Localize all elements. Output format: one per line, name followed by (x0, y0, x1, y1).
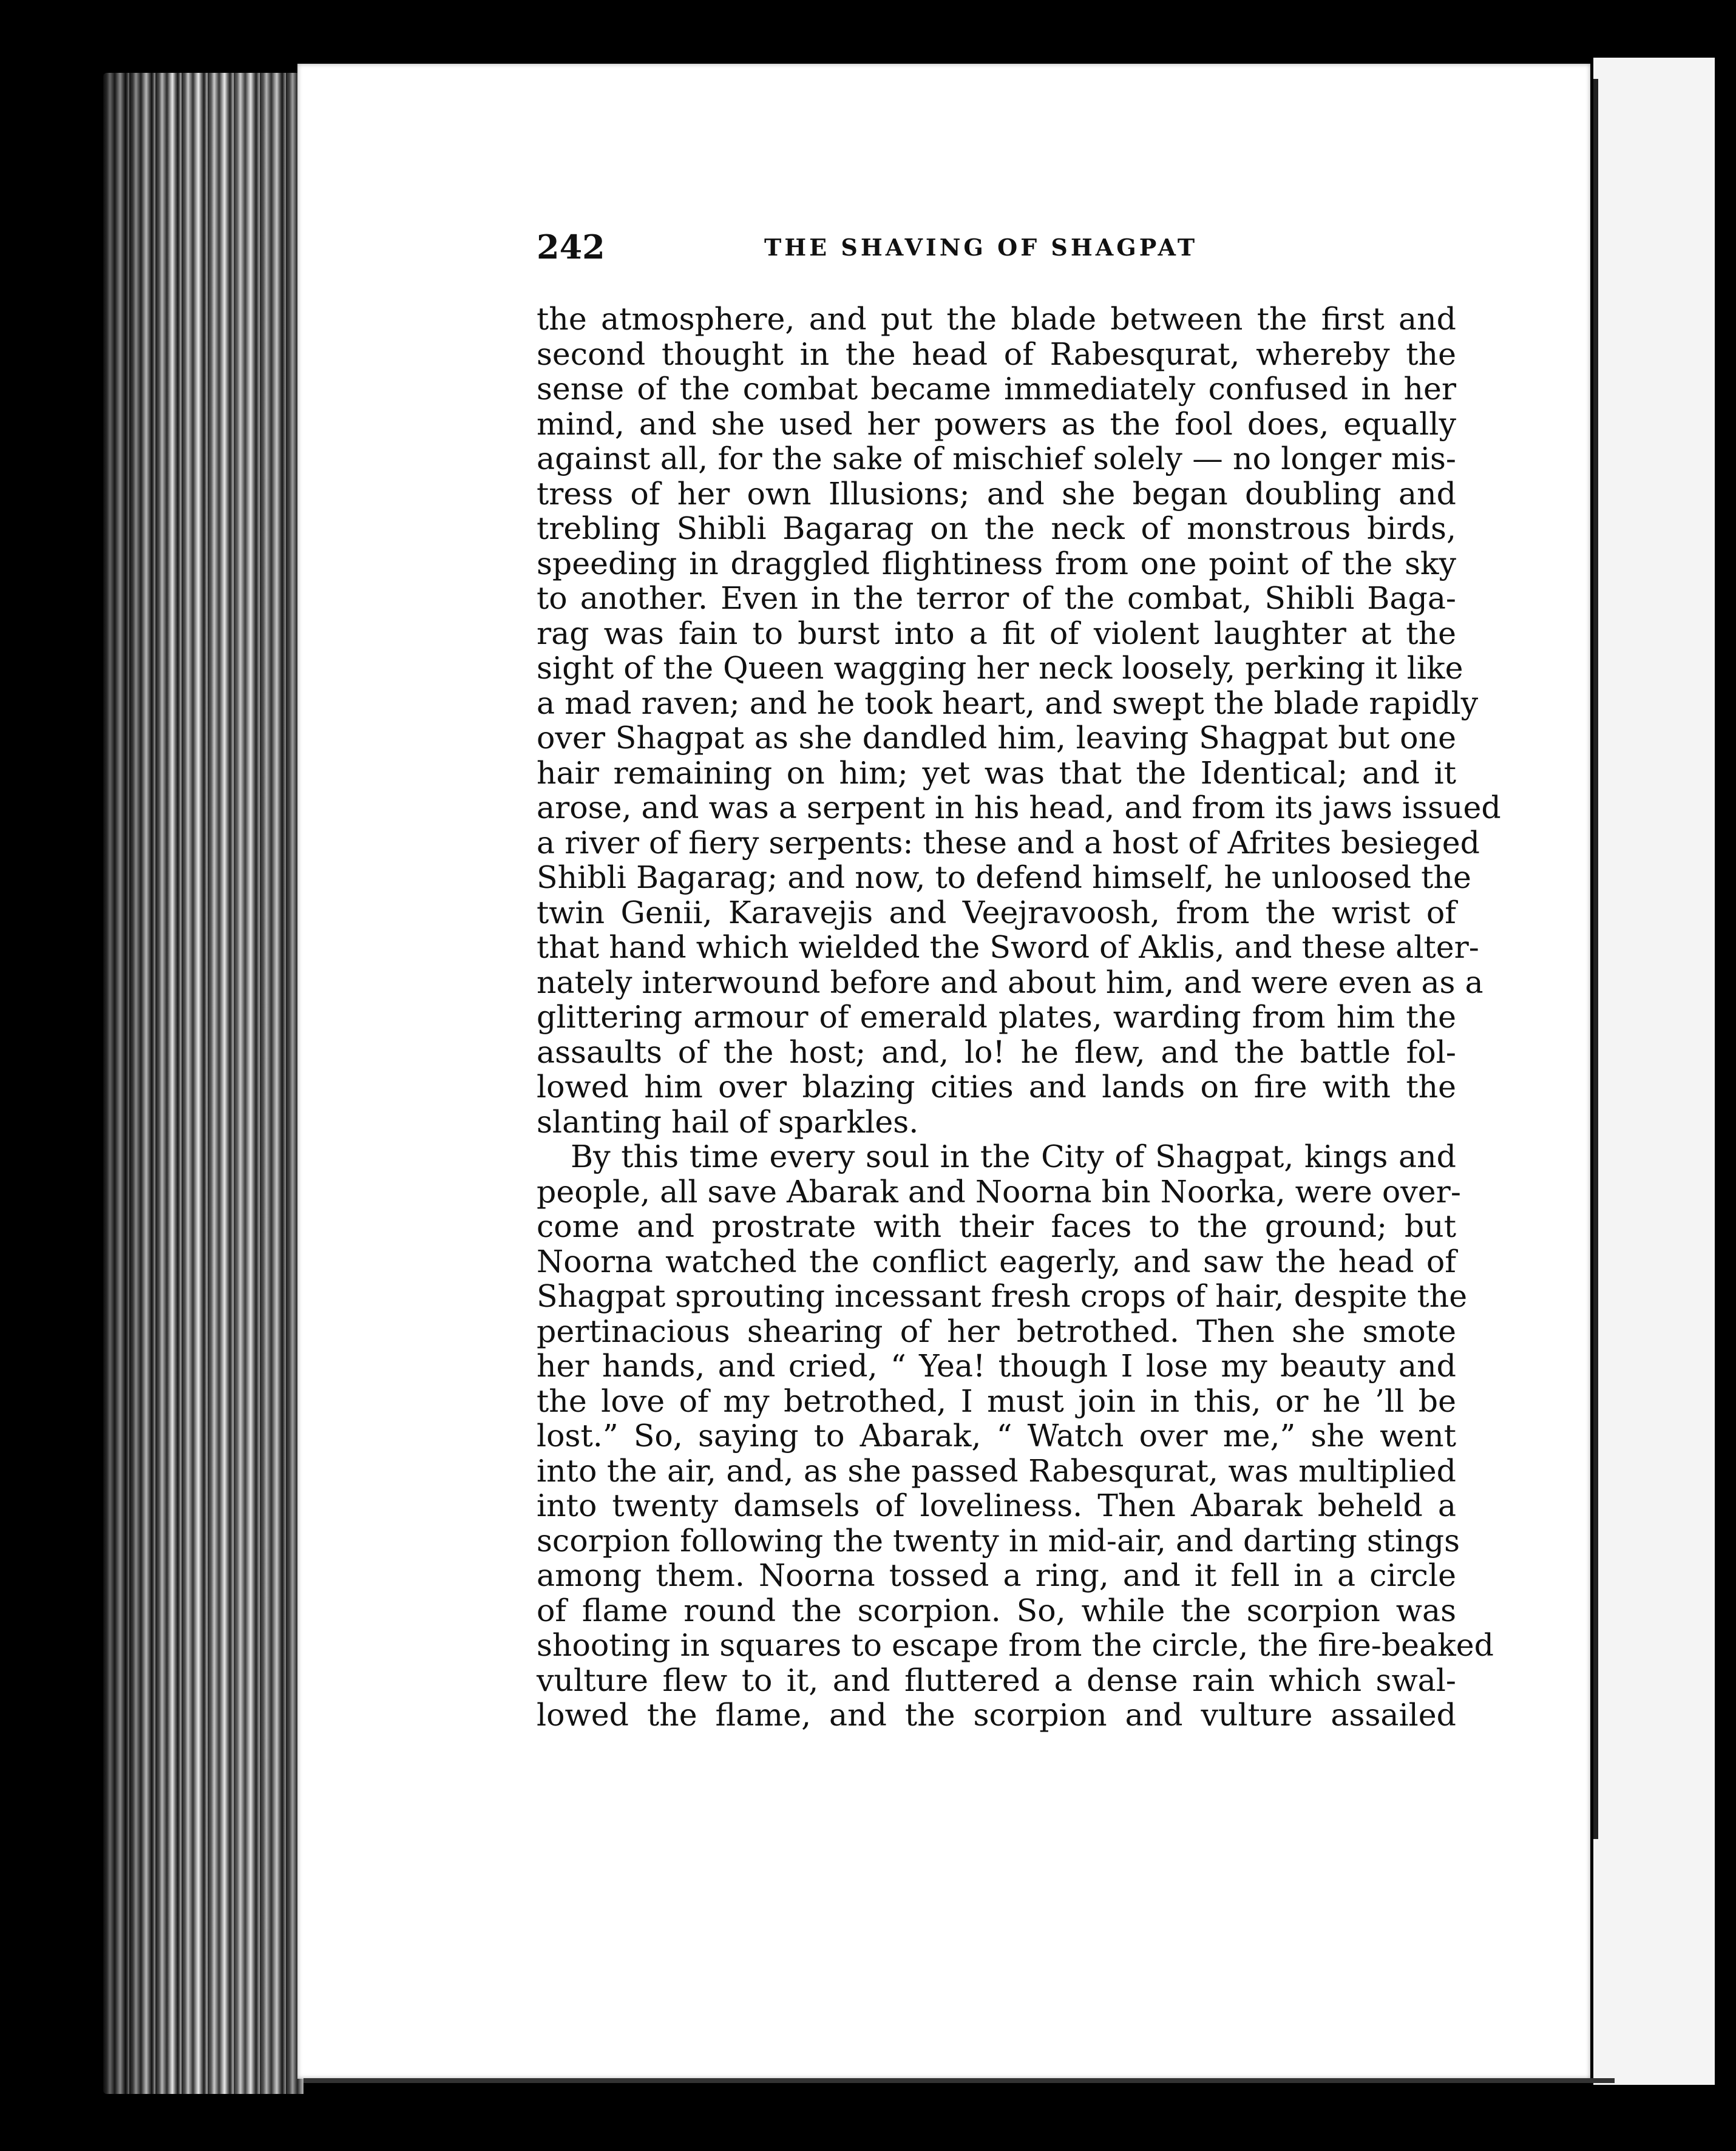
text-line: into twenty damsels of loveliness. Then Abarak beheld a (537, 1488, 1456, 1523)
text-line: assaults of the host; and, lo! he flew, and the battle fol- (537, 1034, 1456, 1070)
text-line: a river of fiery serpents: these and a host of Afrites besieged (537, 824, 1480, 861)
text-line: among them. Noorna tossed a ring, and it fell in a circle (537, 1557, 1456, 1593)
text-line: second thought in the head of Rabesqurat, whereby the (537, 336, 1456, 372)
text-line: scorpion following the twenty in mid-air, and darting stings (537, 1522, 1460, 1559)
text-line: shooting in squares to escape from the circle, the fire-beaked (537, 1627, 1494, 1663)
page-bottom-edge (303, 2078, 1615, 2083)
text-line: of flame round the scorpion. So, while the scorpion was (537, 1592, 1456, 1628)
text-line: glittering armour of emerald plates, warding from him the (537, 999, 1456, 1035)
text-line: speeding in draggled flightiness from one point of the sky (537, 545, 1456, 581)
text-line: pertinacious shearing of her betrothed. Then she smote (537, 1313, 1456, 1349)
text-line: vulture flew to it, and fluttered a dense rain which swal- (537, 1662, 1456, 1698)
page-header (537, 226, 1456, 268)
book-fore-edge (103, 73, 303, 2094)
page-number: 242 (537, 228, 605, 266)
text-line: against all, for the sake of mischief solely — no longer mis- (537, 441, 1456, 476)
text-line: the love of my betrothed, I must join in this, or he ’ll be (537, 1383, 1456, 1419)
text-line: lowed the flame, and the scorpion and vulture assailed (537, 1697, 1456, 1733)
text-line: Shibli Bagarag; and now, to defend himself, he unloosed the (537, 859, 1471, 895)
text-line: twin Genii, Karavejis and Veejravoosh, from the wrist of (537, 894, 1456, 930)
text-line: to another. Even in the terror of the combat, Shibli Baga- (537, 580, 1456, 616)
text-line: By this time every soul in the City of Shagpat, kings and (571, 1139, 1456, 1174)
text-line: people, all save Abarak and Noorna bin Noorka, were over- (537, 1173, 1461, 1210)
adjacent-page (1593, 58, 1715, 2085)
text-line: hair remaining on him; yet was that the Identical; and it (537, 754, 1456, 791)
text-line: trebling Shibli Bagarag on the neck of monstrous birds, (537, 510, 1456, 546)
text-line: lost.” So, saying to Abarak, “ Watch over me,” she went (537, 1418, 1456, 1454)
text-line: Shagpat sprouting incessant fresh crops of hair, despite the (537, 1278, 1468, 1314)
text-line: lowed him over blazing cities and lands on fire with the (537, 1069, 1456, 1105)
text-line: a mad raven; and he took heart, and swept the blade rapidly (537, 685, 1479, 721)
text-line: sight of the Queen wagging her neck loosely, perking it like (537, 650, 1463, 686)
text-line: tress of her own Illusions; and she began doubling and (537, 475, 1456, 512)
running-head: THE SHAVING OF SHAGPAT (764, 234, 1198, 261)
text-line: that hand which wielded the Sword of Aklis, and these alter- (537, 929, 1479, 965)
text-line: sense of the combat became immediately confused in her (537, 371, 1456, 407)
text-line: Noorna watched the conflict eagerly, and saw the head of (537, 1243, 1456, 1279)
text-line: slanting hail of sparkles. (537, 1103, 919, 1140)
text-line: rag was fain to burst into a fit of violent laughter at the (537, 615, 1456, 651)
text-line: over Shagpat as she dandled him, leaving Shagpat but one (537, 720, 1456, 756)
page-gutter-line (1593, 79, 1598, 1839)
body-text (537, 301, 1501, 1733)
text-line: into the air, and, as she passed Rabesqurat, was multiplied (537, 1452, 1456, 1489)
text-line: arose, and was a serpent in his head, and from its jaws issued (537, 790, 1501, 825)
text-line: nately interwound before and about him, and were even as a (537, 964, 1483, 1000)
text-line: the atmosphere, and put the blade between the first and (537, 301, 1456, 337)
text-line: her hands, and cried, “ Yea! though I lose my beauty and (537, 1348, 1456, 1384)
text-line: come and prostrate with their faces to the ground; but (537, 1208, 1456, 1244)
text-line: mind, and she used her powers as the fool does, equally (537, 405, 1456, 442)
